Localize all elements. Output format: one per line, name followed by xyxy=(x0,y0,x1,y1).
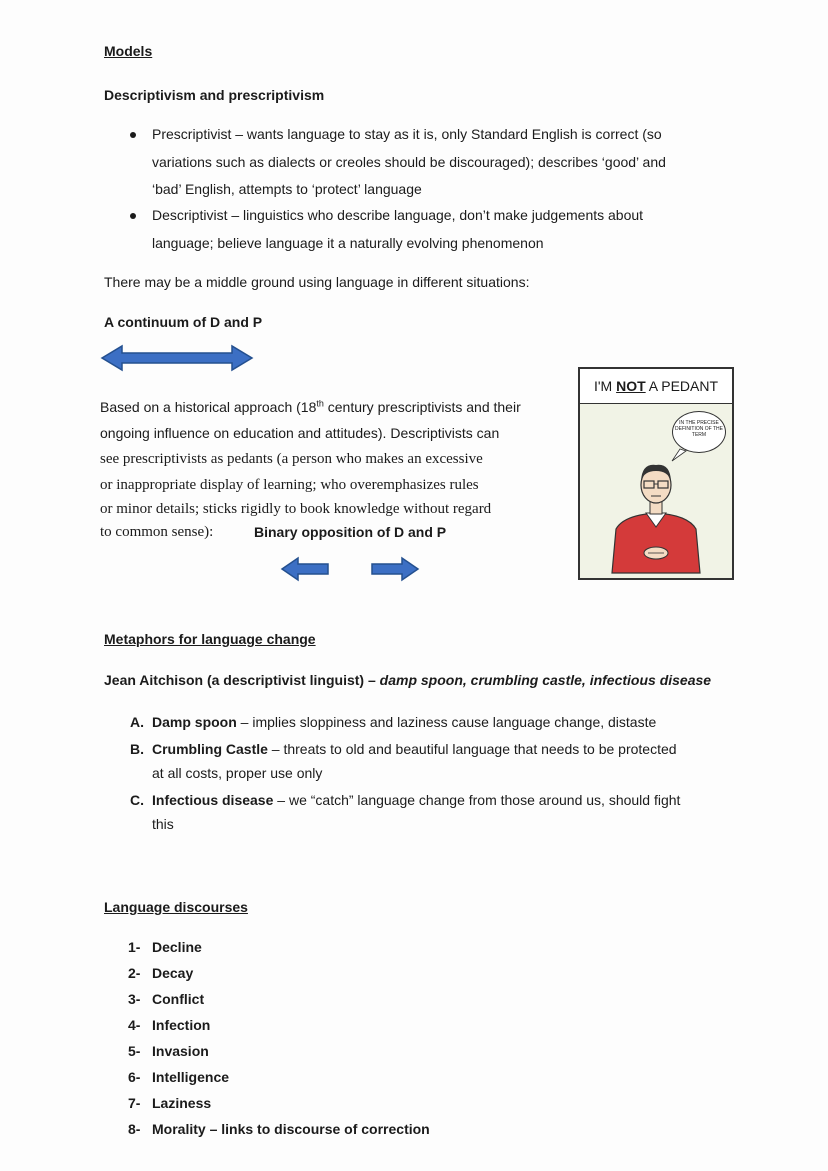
right-arrow-icon xyxy=(370,556,420,582)
discourse-number: 1- xyxy=(128,939,141,955)
discourse-number: 6- xyxy=(128,1069,141,1085)
metaphor-letter: C. xyxy=(130,792,144,808)
discourse-item: Laziness xyxy=(152,1095,212,1111)
metaphor-a: Damp spoon – implies sloppiness and laziness cause language change, distaste xyxy=(152,714,657,730)
metaphor-c: Infectious disease – we “catch” language change from those around us, should fight xyxy=(152,792,681,808)
metaphor-c-line-2: this xyxy=(152,816,174,832)
discourses-heading: Language discourses xyxy=(104,899,248,915)
metaphors-heading: Metaphors for language change xyxy=(104,631,316,647)
historical-line-2: ongoing influence on education and attitudes). Descriptivists can xyxy=(100,425,500,441)
bullet-1-line-1: Prescriptivist – wants language to stay as it is, only Standard English is correct (so xyxy=(152,126,662,142)
discourse-number: 4- xyxy=(128,1017,141,1033)
historical-line-5: or minor details; sticks rigidly to book knowledge without regard xyxy=(100,501,492,517)
discourse-item: Morality – links to discourse of correction xyxy=(152,1121,430,1137)
bullet-dot xyxy=(130,213,136,219)
heading-models: Models xyxy=(104,43,153,59)
heading-descriptivism-prescriptivism: Descriptivism and prescriptivism xyxy=(104,87,325,103)
bullet-1-line-3: ‘bad’ English, attempts to ‘protect’ language xyxy=(152,181,422,197)
historical-line-3: see prescriptivists as pedants (a person who makes an excessive xyxy=(100,451,483,467)
historical-line-6: to common sense): xyxy=(100,524,214,540)
cartoon-caption: I'M NOT A PEDANT xyxy=(580,369,732,404)
bullet-2-line-2: language; believe language it a naturally evolving phenomenon xyxy=(152,235,544,251)
metaphor-b-line-2: at all costs, proper use only xyxy=(152,765,323,781)
discourse-number: 8- xyxy=(128,1121,141,1137)
bullet-dot xyxy=(130,132,136,138)
discourse-item: Decay xyxy=(152,965,194,981)
historical-line-4: or inappropriate display of learning; who overemphasizes rules xyxy=(100,477,479,493)
pedant-cartoon xyxy=(578,367,734,580)
metaphor-b: Crumbling Castle – threats to old and beautiful language that needs to be protected xyxy=(152,741,677,757)
discourse-item: Conflict xyxy=(152,991,205,1007)
discourse-number: 7- xyxy=(128,1095,141,1111)
binary-heading: Binary opposition of D and P xyxy=(254,524,447,540)
left-arrow-icon xyxy=(280,556,330,582)
pedant-figure-icon xyxy=(580,403,732,578)
discourse-number: 5- xyxy=(128,1043,141,1059)
discourse-item: Infection xyxy=(152,1017,211,1033)
discourse-item: Intelligence xyxy=(152,1069,230,1085)
speech-bubble: IN THE PRECISE DEFINITION OF THE TERM xyxy=(672,411,726,453)
bullet-1-line-2: variations such as dialects or creoles should be discouraged); describes ‘good’ and xyxy=(152,154,666,170)
metaphor-letter: A. xyxy=(130,714,144,730)
continuum-heading: A continuum of D and P xyxy=(104,314,263,330)
aitchison-line: Jean Aitchison (a descriptivist linguist) – damp spoon, crumbling castle, infectious disease xyxy=(104,672,712,688)
metaphor-letter: B. xyxy=(130,741,144,757)
discourse-item: Invasion xyxy=(152,1043,209,1059)
middle-ground-text: There may be a middle ground using language in different situations: xyxy=(104,274,530,290)
bullet-2-line-1: Descriptivist – linguistics who describe language, don’t make judgements about xyxy=(152,207,644,223)
discourse-number: 2- xyxy=(128,965,141,981)
double-arrow-icon xyxy=(100,344,254,372)
discourse-item: Decline xyxy=(152,939,202,955)
historical-line-1: Based on a historical approach (18th century prescriptivists and their xyxy=(100,398,521,415)
discourse-number: 3- xyxy=(128,991,141,1007)
